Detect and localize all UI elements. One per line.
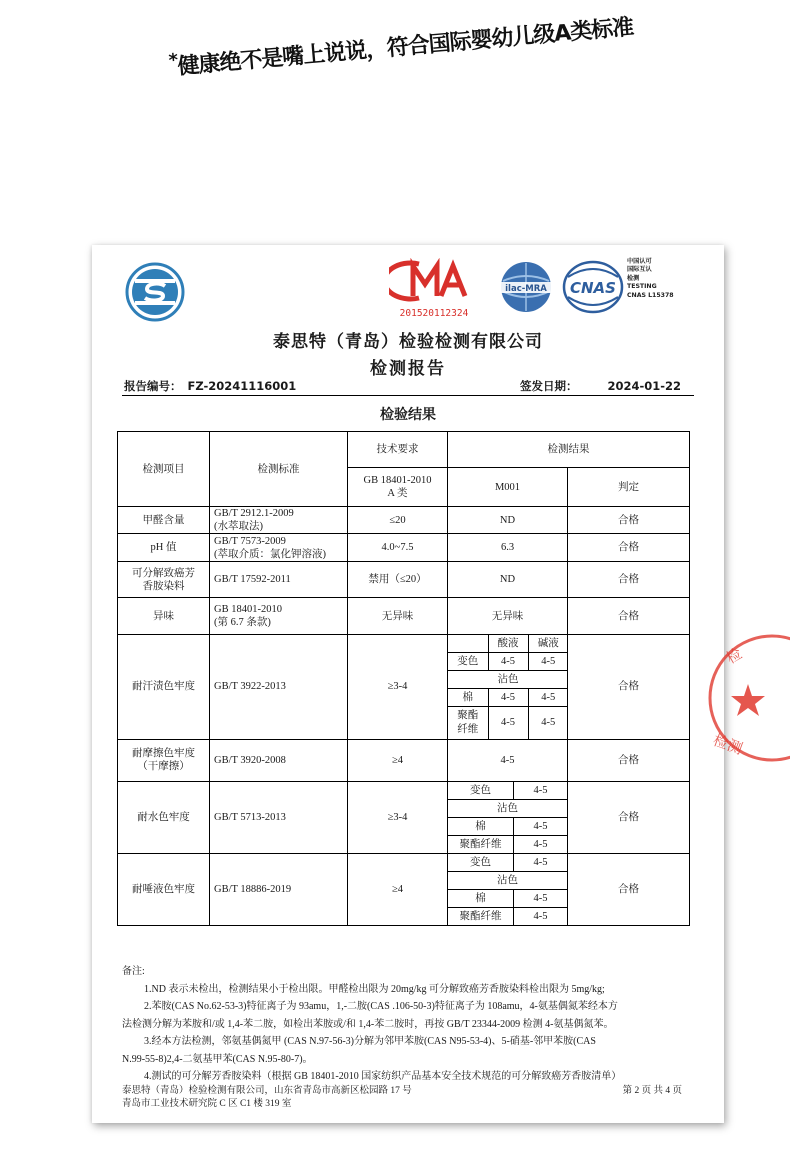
note-line: N.99-55-8)2,4-二氨基甲苯(CAS N.95-80-7)。 (122, 1053, 313, 1065)
row-requirement: 禁用（≤20） (348, 562, 448, 598)
report-title: 检测报告 (370, 359, 446, 379)
sweat-cotton-acid: 4-5 (488, 689, 528, 707)
header-sample: M001 (448, 468, 568, 507)
sweat-polyester-label: 聚酯 纤维 (448, 707, 488, 739)
cma-number: 201520112324 (399, 308, 469, 319)
cnas-text: CNAS (570, 279, 616, 297)
water-cotton-value: 4-5 (513, 817, 567, 835)
cnas-accreditation-text (627, 258, 717, 300)
header-standard: 检测标准 (210, 432, 348, 507)
row-requirement: 4.0~7.5 (348, 534, 448, 562)
row-requirement: ≥4 (348, 853, 448, 925)
water-cotton-label: 棉 (448, 817, 513, 835)
report-number-value: FZ-20241116001 (187, 379, 297, 393)
table-row (118, 507, 690, 534)
sweat-change-acid: 4-5 (488, 653, 528, 671)
table-row (118, 534, 690, 562)
note-line: 1.ND 表示未检出，检测结果小于检出限。甲醛检出限为 20mg/kg 可分解致癌芳香胺染料检出限为 5mg/kg; (144, 983, 605, 995)
seal-text-top: 检 (723, 644, 746, 668)
row-requirement: 无异味 (348, 598, 448, 635)
headline-banner (168, 10, 642, 121)
water-polyester-label: 聚酯纤维 (448, 835, 513, 853)
saliva-cotton-label: 棉 (448, 889, 513, 907)
header-item: 检测项目 (118, 432, 210, 507)
company-name: 泰思特（青岛）检验检测有限公司 (273, 332, 543, 352)
saliva-change-label: 变色 (448, 854, 513, 872)
water-polyester-value: 4-5 (513, 835, 567, 853)
notes (122, 963, 702, 1086)
row-item: 耐水色牢度 (118, 781, 210, 853)
sweat-change-label: 变色 (448, 653, 488, 671)
note-line: 法检测分解为苯胺和/或 1,4-苯二胺，如检出苯胺或/和 1,4-苯二胺时，再按 GB/T 23344-2009 检测 4-氨基偶氮苯。 (122, 1018, 614, 1030)
page-footer (122, 1085, 702, 1111)
report-page (92, 245, 724, 1123)
footer-address-line1: 泰思特（青岛）检验检测有限公司，山东省青岛市高新区松园路 17 号 (122, 1086, 412, 1096)
table-row-water (118, 781, 690, 853)
row-standard: GB/T 17592-2011 (210, 562, 348, 598)
header-verdict: 判定 (568, 468, 690, 507)
row-result: 无异味 (448, 598, 568, 635)
row-verdict: 合格 (568, 562, 690, 598)
row-requirement: ≤20 (348, 507, 448, 534)
row-requirement: ≥3-4 (348, 781, 448, 853)
cma-logo-icon (389, 258, 479, 322)
row-verdict: 合格 (568, 598, 690, 635)
row-standard: GB/T 7573-2009 (萃取介质：氯化钾溶液) (210, 534, 348, 562)
sweat-acid-label: 酸液 (488, 635, 528, 653)
table-row-sweat (118, 635, 690, 740)
ilac-text: ilac-MRA (505, 284, 547, 294)
row-standard: GB/T 3920-2008 (210, 739, 348, 781)
row-item: 耐唾液色牢度 (118, 853, 210, 925)
water-stain-label: 沾色 (448, 799, 567, 817)
cnas-line: TESTING (627, 283, 657, 291)
issue-date-value: 2024-01-22 (607, 379, 682, 393)
row-verdict: 合格 (568, 507, 690, 534)
saliva-cotton-value: 4-5 (513, 889, 567, 907)
sweat-results (448, 635, 568, 740)
sweat-stain-label: 沾色 (448, 671, 568, 689)
saliva-polyester-label: 聚酯纤维 (448, 907, 513, 925)
row-item: 耐汗渍色牢度 (118, 635, 210, 740)
seal-stamp-icon (700, 628, 790, 768)
row-standard: GB/T 18886-2019 (210, 853, 348, 925)
section-title: 检验结果 (380, 407, 436, 423)
row-verdict: 合格 (568, 635, 690, 740)
row-result: 4-5 (448, 739, 568, 781)
table-row (118, 598, 690, 635)
report-number (124, 378, 296, 394)
results-table (117, 431, 690, 926)
report-number-label: 报告编号： (124, 379, 182, 393)
row-verdict: 合格 (568, 534, 690, 562)
saliva-stain-label: 沾色 (448, 871, 567, 889)
row-requirement: ≥4 (348, 739, 448, 781)
sweat-alkali-label: 碱液 (528, 635, 568, 653)
row-item: 甲醛含量 (118, 507, 210, 534)
table-row-rub (118, 739, 690, 781)
row-verdict: 合格 (568, 853, 690, 925)
row-item: 耐摩擦色牢度 （干摩擦） (118, 739, 210, 781)
sweat-cotton-alkali: 4-5 (528, 689, 568, 707)
seal-text-bottom: 检测 (710, 730, 745, 759)
issue-date (520, 378, 681, 394)
note-line: 2.苯胺(CAS No.62-53-3)特征离子为 93amu，1,-二胺(CAS .106-50-3)特征离子为 108amu，4-氨基偶氮苯经本方 (144, 1001, 618, 1012)
row-standard: GB 18401-2010 (第 6.7 条款) (210, 598, 348, 635)
header-results: 检测结果 (448, 432, 690, 468)
row-result: 6.3 (448, 534, 568, 562)
page-number: 第 2 页 共 4 页 (622, 1086, 682, 1096)
sweat-cotton-label: 棉 (448, 689, 488, 707)
water-change-value: 4-5 (513, 782, 567, 800)
row-result: ND (448, 562, 568, 598)
table-row-saliva (118, 853, 690, 925)
table-row (118, 562, 690, 598)
notes-label: 备注: (122, 966, 145, 977)
header-rule (122, 395, 694, 396)
row-result: ND (448, 507, 568, 534)
cnas-line: 检测 (627, 274, 640, 282)
footer-address-line2: 青岛市工业技术研究院 C 区 C1 楼 319 室 (122, 1099, 292, 1109)
row-verdict: 合格 (568, 781, 690, 853)
ilac-mra-logo-icon (497, 259, 555, 315)
saliva-change-value: 4-5 (513, 854, 567, 872)
cnas-logo-icon (562, 259, 624, 315)
row-item: 异味 (118, 598, 210, 635)
row-standard: GB/T 2912.1-2009 (水萃取法) (210, 507, 348, 534)
note-line: 3.经本方法检测，邻氨基偶氮甲 (CAS N.97-56-3)分解为邻甲苯胺(CAS N95-53-4)、5-硝基-邻甲苯胺(CAS (144, 1036, 596, 1047)
row-verdict: 合格 (568, 739, 690, 781)
sweat-poly-alkali: 4-5 (528, 707, 568, 739)
header-req-standard: GB 18401-2010 A 类 (348, 468, 448, 507)
cnas-line: 国际互认 (627, 266, 652, 274)
sweat-poly-acid: 4-5 (488, 707, 528, 739)
ts-emblem-icon (125, 262, 185, 322)
header-requirement: 技术要求 (348, 432, 448, 468)
headline-text: 健康绝不是嘴上说说，符合国际婴幼儿级A类标准 (176, 15, 635, 80)
sweat-change-alkali: 4-5 (528, 653, 568, 671)
row-standard: GB/T 3922-2013 (210, 635, 348, 740)
row-requirement: ≥3-4 (348, 635, 448, 740)
water-change-label: 变色 (448, 782, 513, 800)
note-line: 4.测试的可分解芳香胺染料（根据 GB 18401-2010 国家纺织产品基本安全技术规范的可分解致癌芳香胺清单） (144, 1071, 622, 1082)
cnas-line: 中国认可 (627, 258, 652, 265)
cnas-line: CNAS L15378 (627, 291, 674, 299)
row-standard: GB/T 5713-2013 (210, 781, 348, 853)
headline-star: * (167, 49, 179, 72)
water-results (448, 781, 568, 853)
row-item: 可分解致癌芳 香胺染料 (118, 562, 210, 598)
saliva-results (448, 853, 568, 925)
issue-date-label: 签发日期： (520, 379, 578, 393)
row-item: pH 值 (118, 534, 210, 562)
saliva-polyester-value: 4-5 (513, 907, 567, 925)
